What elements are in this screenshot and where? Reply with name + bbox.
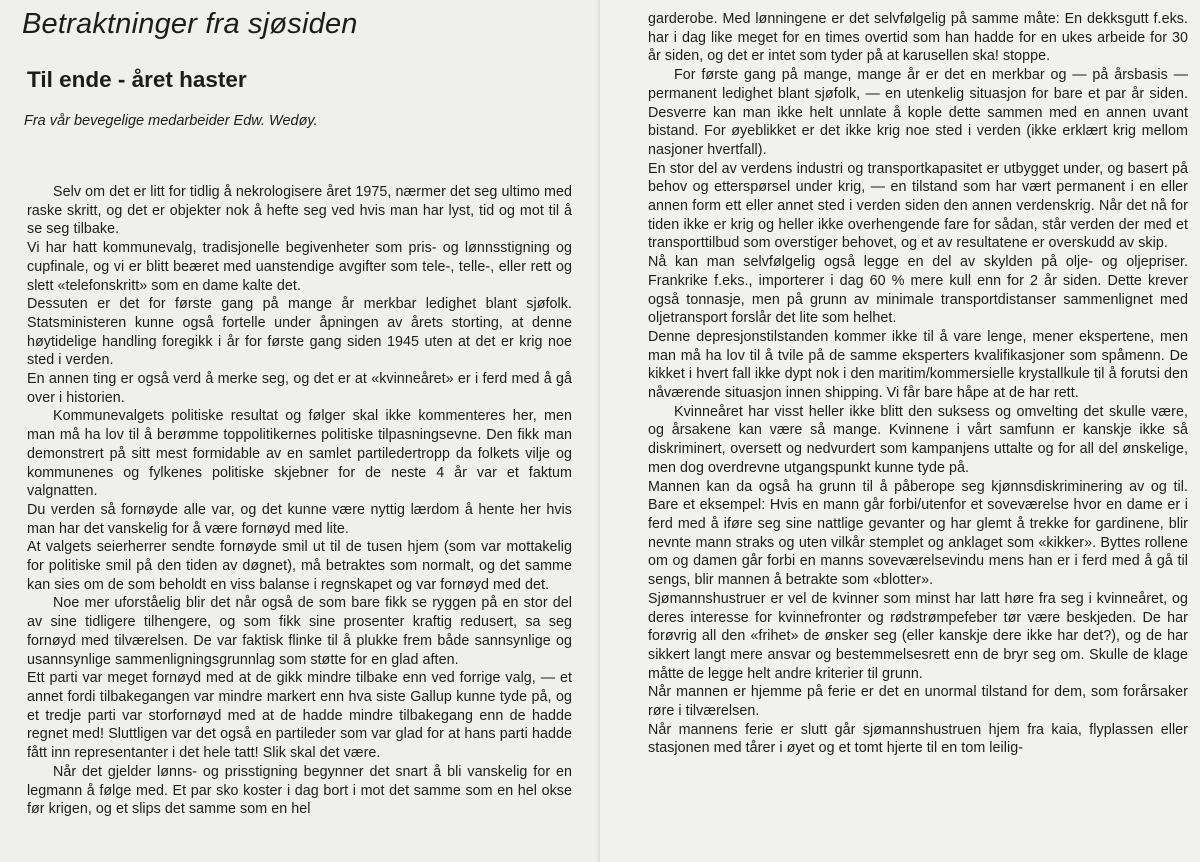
- right-paragraph-3: En stor del av verdens industri og transportkapasitet er utbygget under, og basert på behov og etterspørsel under krig, — en tilstand som har vært permanent i en eller annen form ett eller annet sted i verden siden den annen verdenskrig. Når det nå for tiden ikke er krig og heller ikke overhengende fare for sådan, står verden der med et transporttilbud som overstiger behovet, og et av resultatene er overskudd av skip.: [648, 160, 1188, 252]
- left-paragraph-1: Selv om det er litt for tidlig å nekrologisere året 1975, nærmer det seg ultimo med raske skritt, og det er objekter nok å hefte seg ved hvis man har lyst, tid og mot til å se seg tilbake.: [27, 184, 572, 238]
- left-paragraph-3: Dessuten er det for første gang på mange år merkbar ledighet blant sjøfolk. Statsministeren kunne også fortelle under åpningen av årets storting, at denne høytidelige handling foregikk i år for første gang siden 1945 uten at det er krig noe sted i verden.: [27, 296, 572, 369]
- right-paragraph-6: Kvinneåret har visst heller ikke blitt den suksess og omvelting det skulle være, og årsakene kan være så mange. Kvinnene i vårt samfunn er kanskje ikke så diskriminert, oversett og nedvurdert som kampanjens uttalte og for all del ønskelige, men dog overdrevne utgangspunkt kunne tyde på.: [648, 403, 1188, 476]
- right-page: [600, 0, 1200, 862]
- right-paragraph-5: Denne depresjonstilstanden kommer ikke til å vare lenge, mener ekspertene, men man må ha lov til å tvile på de samme eksperters kvalifikasjoner som spåmenn. De kikket i hvert fall ikke dypt nok i den maritim/kommersielle krystallkule til å forutsi den nåværende situasjon innen shipping. Vi får bare håpe at de har rett.: [648, 328, 1188, 402]
- right-paragraph-9: Når mannen er hjemme på ferie er det en unormal tilstand for dem, som forårsaker røre i tilværelsen.: [648, 684, 1188, 720]
- left-paragraph-6: Du verden så fornøyde alle var, og det kunne være nyttig lærdom å hente her hvis man har det vanskelig for å være fornøyd med lite.: [27, 501, 572, 537]
- left-paragraph-5: Kommunevalgets politiske resultat og følger skal ikke kommenteres her, men man må ha lov til å berømme toppolitikernes politiske tilpasningsevne. Den fikk man demonstrert på sitt mest formidable av en samlet partiledertropp da folkets vilje og kommunenes og fylkenes politiske skjebner for de neste 4 år var et faktum valgnatten.: [27, 408, 572, 500]
- right-paragraph-10: Når mannens ferie er slutt går sjømannshustruen hjem fra kaia, flyplassen eller stasjonen med tårer i øyet og et tomt hjerte til en tom leilig-: [648, 721, 1188, 757]
- left-paragraph-2: Vi har hatt kommunevalg, tradisjonelle begivenheter som pris- og lønnsstigning og cupfinale, og vi er blitt beæret med uanstendige avgifter som tele-, telle-, eller rett og slett «telefonskritt» som en dame kalte det.: [27, 240, 572, 294]
- left-paragraph-9: Ett parti var meget fornøyd med at de gikk mindre tilbake enn ved forrige valg, — et annet fordi tilbakegangen var mindre markert enn hva siste Gallup kunne tyde på, og et tredje parti var storfornøyd med at de hadde mindre tilbakegang enn de hadde regnet med! Sluttligen var det også en partileder som var glad for at hans parti hadde fått inn representanter i det hele tatt! Slik skal det være.: [27, 670, 572, 762]
- left-paragraph-7: At valgets seierherrer sendte fornøyde smil ut til de tusen hjem (som var mottakelig for politiske smil på den tiden av døgnet), må betraktes som normalt, og det samme kan sies om de som beholdt en viss balanse i regnskapet og var fornøyd med det.: [27, 539, 572, 593]
- right-paragraph-7: Mannen kan da også ha grunn til å påberope seg kjønnsdiskriminering av og til. Bare et eksempel: Hvis en mann går forbi/utenfor et soveværelse hvor en dame er i ferd med å iføre seg sine nattlige gevanter og har glemt å trekke for gardinene, blir nevnte mann straks og uten vilkår stemplet og anklaget som «kikker». Byttes rollene om og damen går forbi en manns soveværelsevindu mens han er i ferd med å gå til sengs, blir mannen å betrakte som «blotter».: [648, 478, 1188, 589]
- right-paragraph-1: garderobe. Med lønningene er det selvfølgelig på samme måte: En dekksgutt f.eks. har i dag like meget for en times overtid som han hadde for en ukes arbeide for 30 år siden, og det er intet som tyder på at karusellen ska! stoppe.: [648, 11, 1188, 65]
- byline: Fra vår bevegelige medarbeider Edw. Wedøy.: [24, 113, 318, 129]
- article-headline: Til ende - året haster: [27, 67, 247, 92]
- right-paragraph-2: For første gang på mange, mange år er det en merkbar og — på årsbasis — permanent ledighet blant sjøfolk, — en utenkelig situasjon for bare et par år siden. Desverre kan man ikke helt unnlate å kople dette sammen med en annen uvant bistand. For øyeblikket er det ikke krig noe sted i verden (ikke erklært krig mellom nasjoner hvertfall).: [648, 67, 1188, 158]
- right-paragraph-4: Nå kan man selvfølgelig også legge en del av skylden på olje- og oljepriser. Frankrike f.eks., importerer i dag 60 % mere kull enn for 2 år siden. Dette krever også tonnasje, men på grunn av minimale transportdistanser sammenlignet med oljetransport forslår det lite som helhet.: [648, 254, 1188, 327]
- left-paragraph-4: En annen ting er også verd å merke seg, og det er at «kvinneåret» er i ferd med å gå over i historien.: [27, 371, 572, 406]
- right-column-body: [648, 10, 1188, 758]
- left-paragraph-10: Når det gjelder lønns- og prisstigning begynner det snart å bli vanskelig for en legmann å følge med. Et par sko koster i dag bort i mot det samme som en hel okse før krigen, og et slips det samme som en hel: [27, 763, 572, 818]
- left-paragraph-8: Noe mer uforståelig blir det når også de som bare fikk se ryggen på en stor del av sine tidligere tilhengere, og som fikk sine prosenter kraftig redusert, sa seg fornøyd med tilværelsen. De var faktisk flinke til å plukke frem både sannsynlige og usannsynlige sammenligningsgrunnlag som støtte for en glad aften.: [27, 595, 572, 668]
- left-column-body: [22, 183, 572, 819]
- column-title: Betraktninger fra sjøsiden: [22, 8, 358, 40]
- right-paragraph-8: Sjømannshustruer er vel de kvinner som minst har latt høre fra seg i kvinneåret, og deres interesse for kvinnefronter og rødstrømpefeber tør være beskjeden. De har forøvrig all den «frihet» de ønsker seg (eller kanskje dere ikke har det?), og de har sikkert langt mere ansvar og bestemmelsesrett enn de bryr seg om. Skulle de klage måtte de legge helt andre kriterier til grunn.: [648, 590, 1188, 682]
